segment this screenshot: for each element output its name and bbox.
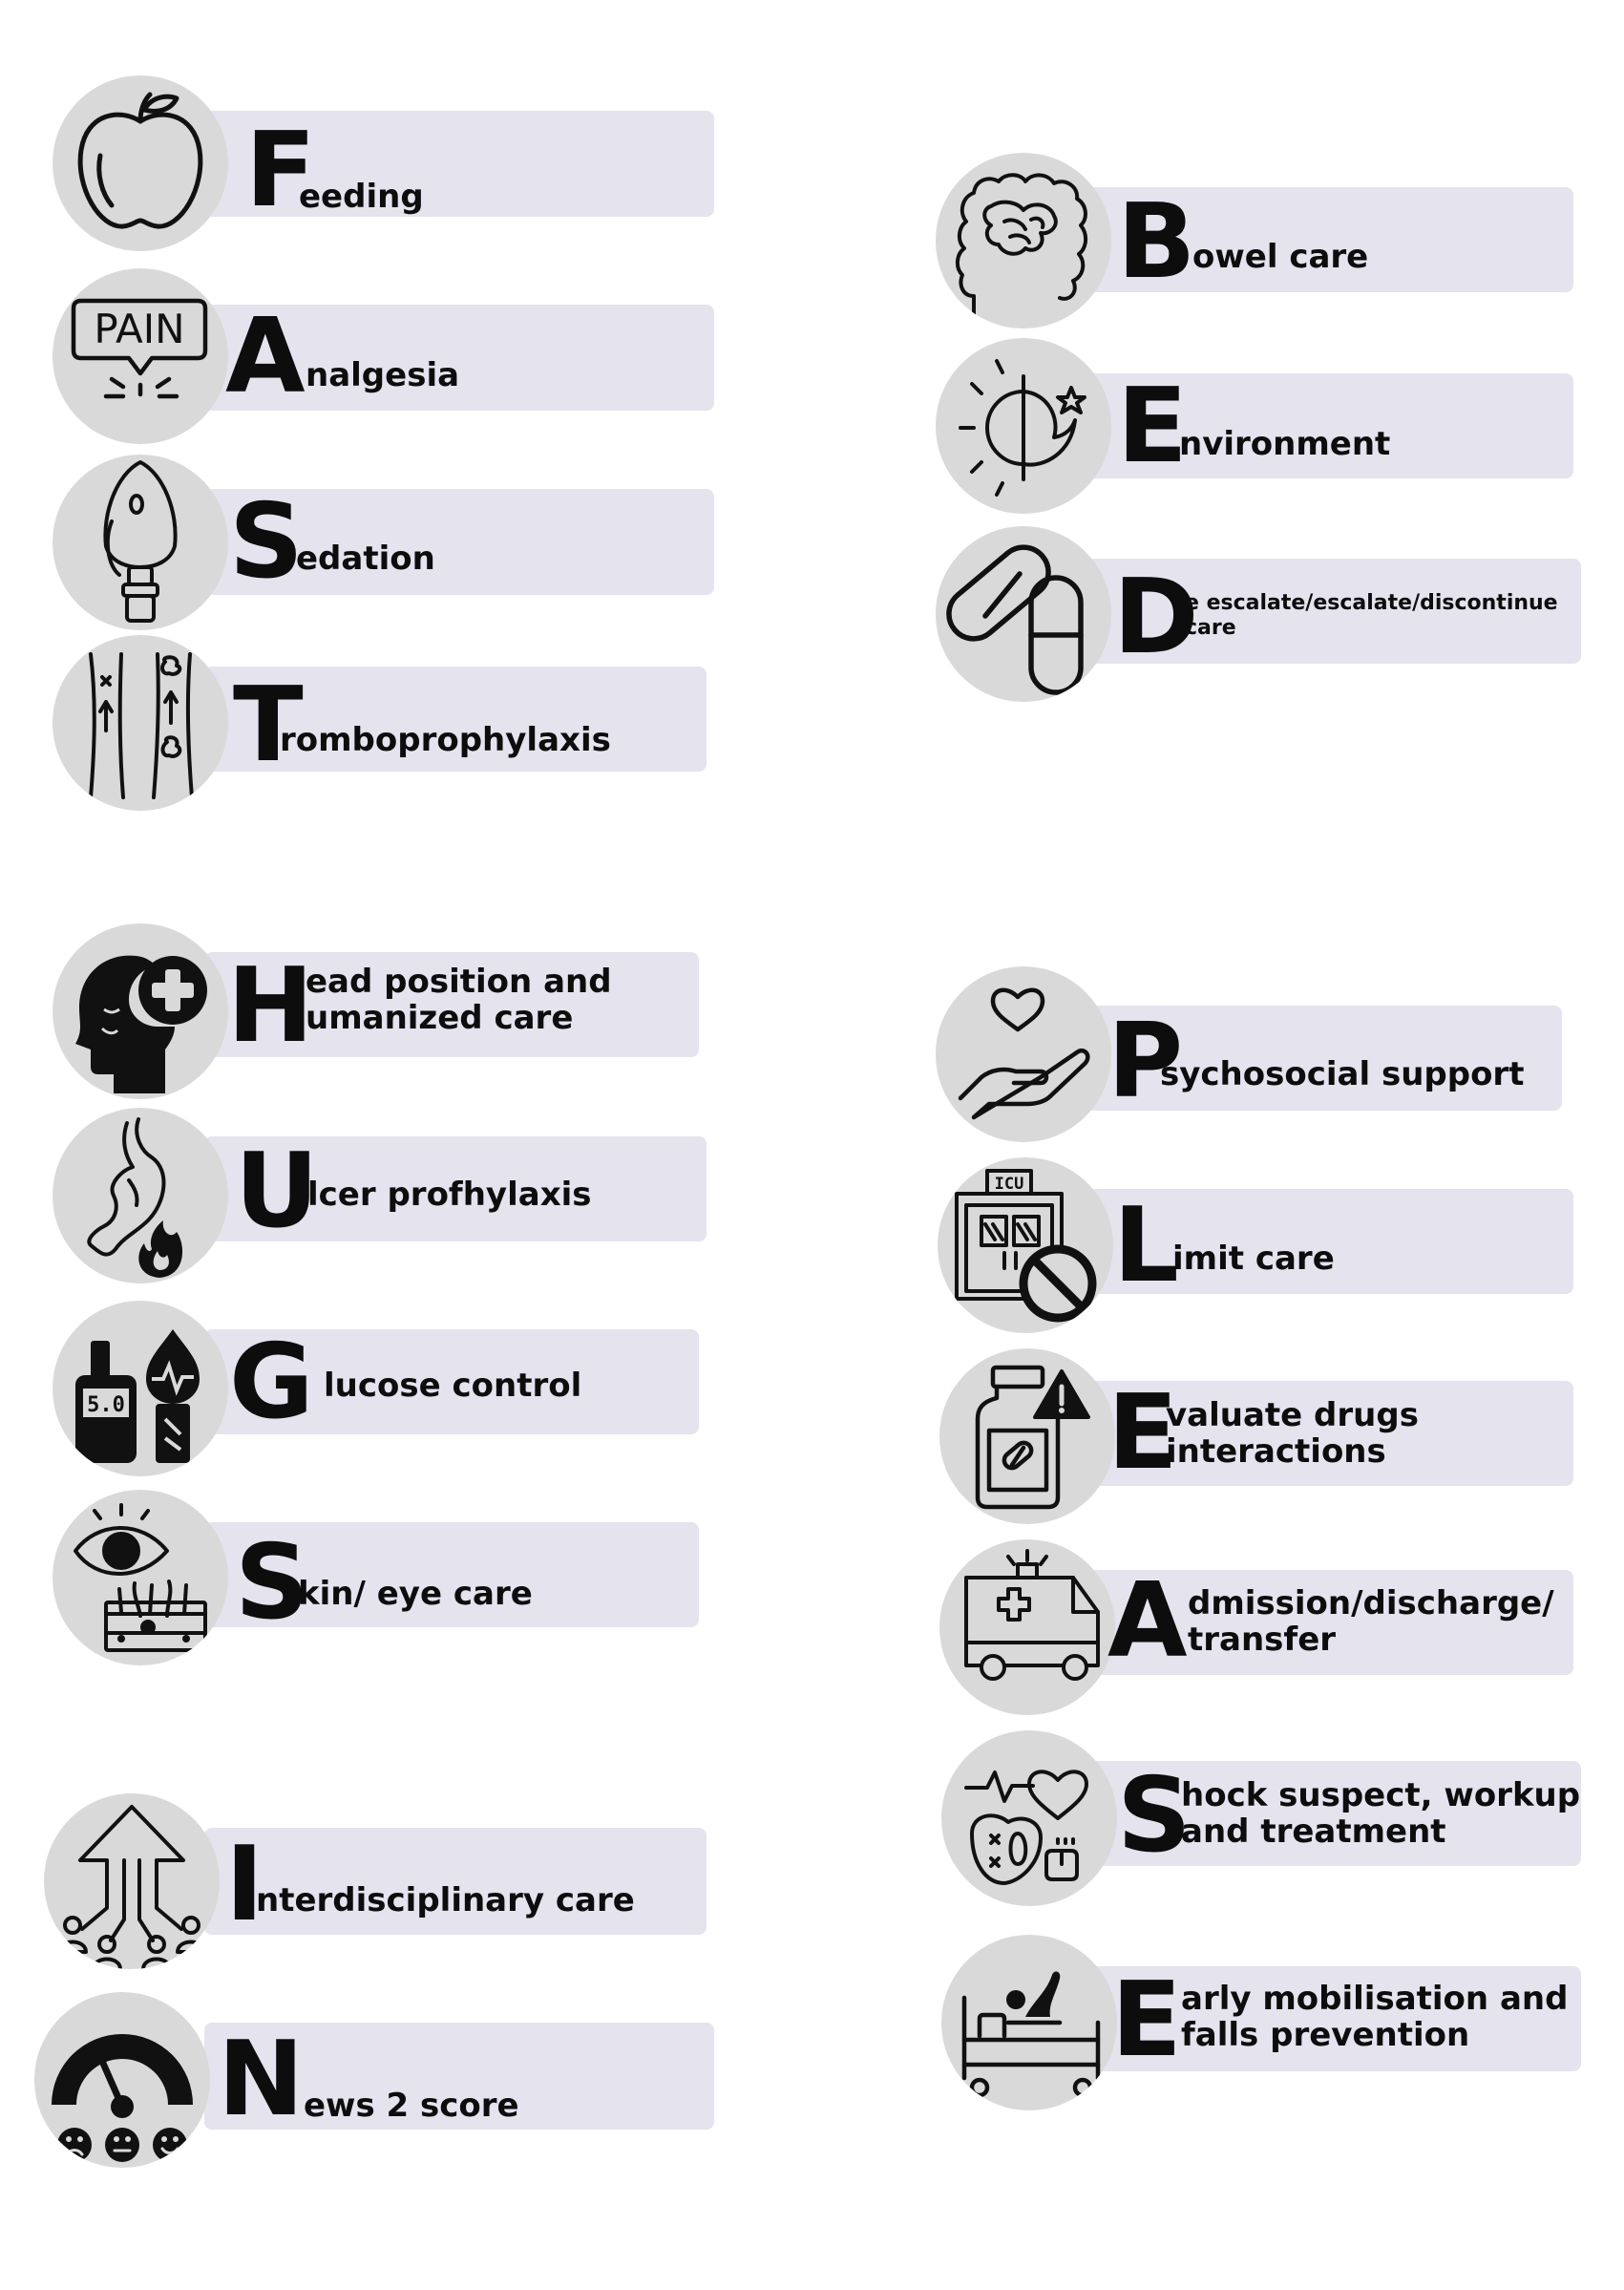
icu-text: ICU [994, 1175, 1024, 1194]
legs-thrombosis-icon [53, 635, 228, 811]
stomach-fire-icon [53, 1108, 228, 1283]
acronym-letter: L [1113, 1186, 1175, 1305]
pain-sign-icon [53, 268, 228, 444]
pills-icon [936, 526, 1111, 702]
acronym-letter: E [1117, 367, 1184, 486]
item-label: e escalate/escalate/discontinue care [1185, 591, 1558, 640]
item-label: hock suspect, workup and treatment [1181, 1776, 1581, 1852]
item-label: eeding [299, 178, 424, 216]
acronym-letter: U [235, 1132, 315, 1251]
acronym-letter: E [1111, 1961, 1178, 2080]
item-label: dmission/discharge/ transfer [1188, 1584, 1554, 1660]
item-label: arly mobilisation and falls prevention [1181, 1980, 1569, 2055]
item-label: valuate drugs interactions [1166, 1396, 1419, 1472]
item-label: nterdisciplinary care [256, 1881, 635, 1919]
icu-no-entry-icon [938, 1157, 1113, 1333]
item-label: imit care [1172, 1240, 1335, 1278]
apple-icon [53, 75, 228, 251]
hospital-bed-icon [941, 1935, 1117, 2110]
glucometer-icon [53, 1301, 228, 1476]
acronym-letter: B [1117, 182, 1192, 302]
acronym-letter: S [235, 1523, 306, 1643]
intestine-icon [936, 153, 1111, 329]
item-label: nvironment [1179, 425, 1391, 463]
head-plus-icon [53, 923, 228, 1099]
acronym-letter: E [1107, 1373, 1174, 1493]
item-label: ews 2 score [304, 2087, 519, 2125]
item-label: sychosocial support [1160, 1055, 1525, 1093]
gauge-faces-icon [34, 1992, 210, 2168]
acronym-letter: P [1107, 1002, 1180, 1121]
item-label: edation [296, 540, 435, 578]
sun-moon-icon [936, 338, 1111, 514]
network-people-icon [44, 1793, 220, 1969]
acronym-letter: N [218, 2020, 301, 2139]
item-label: romboprophylaxis [280, 721, 611, 759]
item-label: owel care [1192, 238, 1369, 276]
drug-bottle-warning-icon [939, 1348, 1115, 1524]
pain-text: PAIN [94, 306, 185, 352]
hand-heart-icon [936, 966, 1111, 1142]
glucose-readout: 5.0 [87, 1393, 125, 1417]
acronym-letter: A [225, 297, 302, 416]
acronym-letter: D [1113, 558, 1195, 677]
acronym-letter: S [1117, 1756, 1188, 1876]
ambulance-icon [939, 1539, 1115, 1715]
acronym-letter: G [229, 1323, 310, 1442]
oxygen-mask-icon [53, 455, 228, 630]
eye-skin-icon [53, 1490, 228, 1665]
acronym-letter: H [227, 946, 310, 1066]
item-label: lucose control [324, 1367, 582, 1405]
acronym-letter: S [229, 482, 300, 602]
item-label: nalgesia [306, 356, 460, 394]
heart-pulse-icon [941, 1730, 1117, 1906]
item-label: lcer profhylaxis [307, 1176, 592, 1214]
acronym-letter: T [233, 666, 300, 785]
acronym-letter: F [245, 111, 312, 230]
acronym-letter: A [1107, 1561, 1184, 1681]
item-label: ead position and umanized care [306, 963, 612, 1038]
item-label: kin/ eye care [298, 1575, 533, 1613]
acronym-letter: I [225, 1825, 261, 1944]
